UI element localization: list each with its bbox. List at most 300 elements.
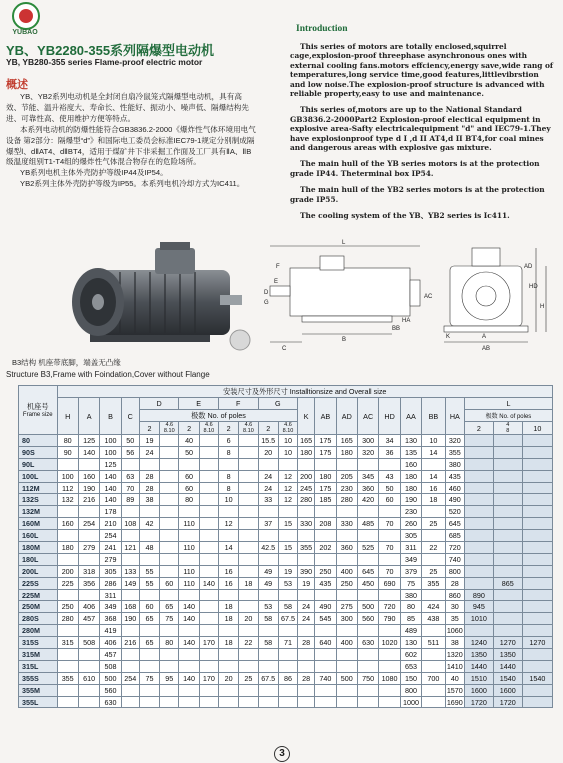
table-cell: 38 — [139, 494, 159, 506]
table-cell — [464, 530, 493, 542]
table-cell — [218, 649, 238, 661]
table-cell: 490 — [445, 494, 464, 506]
table-cell — [218, 589, 238, 601]
table-cell: 1540 — [493, 672, 522, 684]
table-cell: 65 — [139, 613, 159, 625]
table-row — [19, 482, 553, 494]
table-cell — [298, 649, 315, 661]
table-cell: 200 — [298, 470, 315, 482]
table-cell: 28 — [445, 577, 464, 589]
table-cell: 10 — [278, 446, 297, 458]
table-cell: 110 — [179, 518, 199, 530]
table-cell — [139, 684, 159, 696]
table-cell — [422, 684, 446, 696]
table-cell: 545 — [315, 613, 336, 625]
table-cell: 685 — [445, 530, 464, 542]
table-cell — [357, 458, 378, 470]
table-cell — [522, 530, 552, 542]
table-cell: 1720 — [493, 696, 522, 708]
table-cell — [258, 458, 278, 470]
table-cell — [357, 696, 378, 708]
table-cell — [315, 684, 336, 696]
table-cell: 70 — [379, 518, 400, 530]
dim-label-K: K — [446, 334, 451, 340]
table-cell — [78, 458, 99, 470]
table-cell: 42.5 — [258, 542, 278, 554]
table-cell: 450 — [357, 577, 378, 589]
table-cell — [278, 506, 297, 518]
table-cell: 379 — [400, 565, 421, 577]
table-cell: 108 — [121, 518, 139, 530]
table-cell: 1440 — [464, 660, 493, 672]
table-cell — [493, 470, 522, 482]
table-cell: 280 — [336, 494, 357, 506]
table-cell: 70 — [379, 565, 400, 577]
table-cell: 80 — [160, 637, 179, 649]
table-cell — [357, 684, 378, 696]
table-row — [19, 625, 553, 637]
table-cell: 360 — [336, 542, 357, 554]
table-row — [19, 649, 553, 661]
table-cell: 945 — [464, 601, 493, 613]
table-cell: 140 — [199, 577, 218, 589]
table-cell — [298, 684, 315, 696]
table-cell: 1240 — [464, 637, 493, 649]
table-cell — [199, 553, 218, 565]
table-cell: 355 — [57, 672, 78, 684]
table-cell: 170 — [199, 637, 218, 649]
table-cell — [239, 589, 258, 601]
table-cell — [464, 494, 493, 506]
frame-size-cell: 315S — [19, 637, 58, 649]
dim-label-E: E — [274, 279, 279, 285]
table-cell: 133 — [121, 565, 139, 577]
table-cell — [522, 577, 552, 589]
table-cell — [379, 506, 400, 518]
table-cell: 1540 — [522, 672, 552, 684]
table-cell: 95 — [160, 672, 179, 684]
cn-paragraph: YB系列电机主体外壳防护等级IP44及IP54。 — [20, 168, 168, 178]
table-cell — [336, 553, 357, 565]
table-cell — [160, 696, 179, 708]
table-cell: 53 — [278, 577, 297, 589]
table-cell — [357, 589, 378, 601]
table-cell: 140 — [100, 494, 121, 506]
table-cell: 40 — [445, 672, 464, 684]
table-cell: 22 — [422, 542, 446, 554]
table-cell — [522, 589, 552, 601]
table-cell — [278, 660, 297, 672]
table-cell — [422, 696, 446, 708]
table-cell: 160 — [400, 458, 421, 470]
table-cell: 320 — [445, 435, 464, 447]
table-cell: 100 — [100, 435, 121, 447]
table-cell — [522, 660, 552, 672]
table-cell — [218, 684, 238, 696]
table-row — [19, 660, 553, 672]
table-cell: 305 — [100, 565, 121, 577]
pole-4-8: 4 8 — [493, 422, 522, 435]
table-body — [19, 435, 553, 708]
table-cell — [179, 625, 199, 637]
table-cell: 216 — [78, 494, 99, 506]
table-cell — [218, 506, 238, 518]
table-cell — [422, 458, 446, 470]
table-cell: 25 — [422, 518, 446, 530]
table-cell: 12 — [278, 494, 297, 506]
table-cell — [298, 696, 315, 708]
frame-size-cell: 280M — [19, 625, 58, 637]
table-cell — [218, 458, 238, 470]
table-cell — [379, 625, 400, 637]
frame-size-cell: 250M — [19, 601, 58, 613]
table-cell: 424 — [422, 601, 446, 613]
table-cell: 180 — [400, 470, 421, 482]
table-cell: 500 — [357, 601, 378, 613]
table-cell — [357, 660, 378, 672]
table-cell — [258, 660, 278, 672]
table-cell — [199, 613, 218, 625]
page-title-en: YB, YB280-355 series Flame-proof electric motor — [6, 57, 203, 67]
table-cell: 67.5 — [278, 613, 297, 625]
table-cell: 24 — [298, 613, 315, 625]
dim-label-AD: AD — [524, 264, 533, 270]
table-cell — [464, 506, 493, 518]
table-cell — [78, 660, 99, 672]
table-cell — [239, 696, 258, 708]
table-cell — [78, 589, 99, 601]
dim-label-HD: HD — [529, 284, 538, 290]
table-cell: 457 — [100, 649, 121, 661]
dim-label-G: G — [264, 300, 269, 306]
table-cell — [522, 601, 552, 613]
table-cell: 1690 — [446, 697, 463, 707]
table-cell — [218, 696, 238, 708]
col-B: B — [100, 398, 121, 435]
table-cell — [493, 589, 522, 601]
frame-size-cell: 80 — [19, 435, 58, 447]
table-cell: 132 — [57, 494, 78, 506]
table-cell: 279 — [78, 542, 99, 554]
table-row — [19, 446, 553, 458]
table-cell: 1600 — [464, 684, 493, 696]
table-cell: 8 — [218, 482, 238, 494]
frame-size-cell: 160M — [19, 518, 58, 530]
table-cell: 16 — [218, 565, 238, 577]
table-cell: 168 — [121, 601, 139, 613]
table-cell: 71 — [278, 637, 297, 649]
table-cell: 190 — [400, 494, 421, 506]
table-cell: 254 — [100, 530, 121, 542]
table-cell: 200 — [57, 565, 78, 577]
table-cell: 55 — [139, 565, 159, 577]
table-cell — [199, 435, 218, 447]
table-cell: 525 — [357, 542, 378, 554]
table-cell: 485 — [357, 518, 378, 530]
table-cell: 690 — [379, 577, 400, 589]
table-cell — [199, 482, 218, 494]
intro-paragraph: This series of motors are totally enclosed,squirrel cage,explosion-proof threephase asynchronous ones with external cooling fans.motors effciency,energy save,wide rang of temperatures,long service time,good features,littlevibrstion and low noise.The explosion-proof structure is advanced with reliable property,easy to use and maintenance. — [290, 42, 554, 99]
table-cell — [336, 625, 357, 637]
dim-label-AB: AB — [482, 346, 491, 352]
table-cell — [493, 553, 522, 565]
table-cell: 165 — [336, 435, 357, 447]
frame-size-cell: 355M — [19, 684, 58, 696]
table-cell — [522, 613, 552, 625]
table-cell — [315, 625, 336, 637]
table-cell — [278, 553, 297, 565]
table-cell: 19 — [278, 565, 297, 577]
table-cell — [422, 660, 446, 672]
table-cell: 178 — [100, 506, 121, 518]
table-cell — [179, 458, 199, 470]
table-cell: 360 — [357, 482, 378, 494]
table-cell: 18 — [239, 577, 258, 589]
table-cell — [179, 649, 199, 661]
table-cell: 12 — [278, 470, 297, 482]
table-cell: 740 — [315, 672, 336, 684]
dimension-table — [18, 385, 553, 708]
table-cell — [239, 649, 258, 661]
pole-2: 2 — [139, 422, 159, 435]
table-cell — [239, 435, 258, 447]
table-cell — [160, 589, 179, 601]
table-cell: 110 — [179, 565, 199, 577]
table-cell: 12 — [218, 518, 238, 530]
table-cell — [493, 482, 522, 494]
table-cell: 1060 — [446, 626, 463, 636]
frame-size-header: 机座号 Frame size — [19, 386, 58, 435]
table-cell: 630 — [357, 637, 378, 649]
table-cell — [258, 530, 278, 542]
table-cell: 140 — [100, 470, 121, 482]
table-cell — [493, 446, 522, 458]
table-cell: 19 — [139, 435, 159, 447]
table-cell: 250 — [57, 601, 78, 613]
table-cell — [121, 649, 139, 661]
dim-label-F: F — [276, 264, 280, 270]
table-cell: 390 — [298, 565, 315, 577]
table-cell — [78, 625, 99, 637]
table-top-header: 安装尺寸及外形尺寸 Installtionsize and Overall size — [57, 386, 553, 398]
table-cell: 560 — [357, 613, 378, 625]
table-cell: 125 — [100, 458, 121, 470]
table-cell: 1350 — [493, 649, 522, 661]
table-cell: 85 — [400, 613, 421, 625]
table-cell — [78, 696, 99, 708]
table-cell: 890 — [464, 589, 493, 601]
table-row — [19, 518, 553, 530]
table-cell — [160, 530, 179, 542]
table-cell — [139, 506, 159, 518]
pole-4-10: 4.6 8.10 — [239, 422, 258, 435]
table-cell: 28 — [139, 482, 159, 494]
table-cell — [336, 589, 357, 601]
table-cell: 225 — [57, 577, 78, 589]
table-cell: 645 — [357, 565, 378, 577]
table-cell: 420 — [357, 494, 378, 506]
table-cell — [315, 649, 336, 661]
table-cell: 630 — [100, 696, 121, 708]
table-cell: 110 — [179, 542, 199, 554]
table-cell — [239, 565, 258, 577]
table-cell — [121, 625, 139, 637]
col-E: E — [179, 398, 219, 410]
table-cell — [464, 435, 493, 447]
table-cell: 125 — [78, 435, 99, 447]
table-cell: 49 — [258, 577, 278, 589]
table-cell: 12 — [278, 482, 297, 494]
table-cell: 355 — [422, 577, 446, 589]
table-cell: 1320 — [446, 649, 463, 659]
table-cell: 15 — [278, 542, 297, 554]
table-cell: 355 — [298, 542, 315, 554]
cn-paragraph: YB、YB2系列电动机是全封闭自扇冷鼠笼式隔爆型电动机，具有高效、节能、温升裕度大、寿命长、性能好、振动小、噪声低、隔爆结构先进、可靠性高、使用维护方便等特点。 — [6, 92, 249, 123]
table-cell — [315, 530, 336, 542]
table-cell: 140 — [179, 601, 199, 613]
table-cell — [160, 660, 179, 672]
table-cell: 14 — [218, 542, 238, 554]
table-cell: 18 — [422, 494, 446, 506]
table-cell: 25 — [239, 672, 258, 684]
table-row — [19, 530, 553, 542]
table-cell — [336, 660, 357, 672]
table-cell: 60 — [160, 577, 179, 589]
table-cell: 1410 — [446, 661, 463, 671]
table-cell: 140 — [179, 637, 199, 649]
table-cell — [422, 589, 446, 601]
table-cell — [160, 435, 179, 447]
table-cell — [199, 470, 218, 482]
table-cell: 280 — [298, 494, 315, 506]
dim-label-A: A — [482, 334, 487, 340]
table-cell: 356 — [78, 577, 99, 589]
frame-size-cell: 355S — [19, 672, 58, 684]
table-cell — [78, 506, 99, 518]
table-cell — [199, 518, 218, 530]
pole-10: 10 — [522, 422, 552, 435]
table-cell: 300 — [357, 435, 378, 447]
table-cell: 520 — [445, 506, 464, 518]
table-cell: 400 — [336, 637, 357, 649]
table-cell — [199, 696, 218, 708]
table-cell — [298, 589, 315, 601]
table-cell: 24 — [139, 446, 159, 458]
table-cell: 35 — [445, 613, 464, 625]
col-HA: HA — [445, 398, 464, 435]
table-cell: 180 — [298, 446, 315, 458]
table-cell — [422, 506, 446, 518]
logo-text: YUBAO — [12, 29, 38, 36]
table-cell — [139, 553, 159, 565]
table-cell: 180 — [336, 446, 357, 458]
table-cell — [298, 660, 315, 672]
table-cell: 49 — [258, 565, 278, 577]
table-cell — [315, 660, 336, 672]
table-cell — [336, 458, 357, 470]
col-F: F — [218, 398, 258, 410]
table-cell — [336, 696, 357, 708]
table-cell: 275 — [336, 601, 357, 613]
table-cell — [239, 542, 258, 554]
table-cell — [139, 649, 159, 661]
table-cell: 175 — [315, 435, 336, 447]
table-cell — [160, 625, 179, 637]
table-cell: 33 — [258, 494, 278, 506]
table-cell: 60 — [379, 494, 400, 506]
table-cell — [422, 553, 446, 565]
table-cell — [357, 506, 378, 518]
table-cell — [160, 649, 179, 661]
table-cell: 15 — [278, 518, 297, 530]
table-cell — [57, 684, 78, 696]
table-cell: 1020 — [379, 637, 400, 649]
table-cell — [258, 696, 278, 708]
intro-paragraph: The cooling system of the YB、YB2 series is Ic411. — [300, 211, 510, 221]
table-cell: 70 — [121, 482, 139, 494]
frame-size-cell: 160L — [19, 530, 58, 542]
table-cell — [493, 518, 522, 530]
table-cell: 22 — [239, 637, 258, 649]
table-cell: 508 — [78, 637, 99, 649]
table-cell — [239, 470, 258, 482]
table-cell: 1440 — [493, 660, 522, 672]
table-cell — [199, 625, 218, 637]
cn-paragraph: YB2系列主体外壳防护等级为IP55。本系列电机冷却方式为IC411。 — [20, 179, 245, 189]
table-cell: 18 — [218, 613, 238, 625]
table-cell: 300 — [336, 613, 357, 625]
table-cell: 311 — [400, 542, 421, 554]
table-cell: 250 — [315, 565, 336, 577]
table-cell: 150 — [400, 672, 421, 684]
table-cell — [121, 458, 139, 470]
table-cell: 230 — [400, 506, 421, 518]
table-cell — [139, 696, 159, 708]
col-BB: BB — [422, 398, 446, 435]
frame-size-cell: 90S — [19, 446, 58, 458]
table-cell — [139, 530, 159, 542]
table-cell: 75 — [160, 613, 179, 625]
table-cell — [239, 530, 258, 542]
table-cell: 6 — [218, 435, 238, 447]
table-cell: 406 — [78, 601, 99, 613]
table-cell: 254 — [121, 672, 139, 684]
dim-label-BB: BB — [392, 326, 401, 332]
table-cell: 50 — [179, 446, 199, 458]
table-cell: 75 — [139, 672, 159, 684]
table-cell — [78, 684, 99, 696]
table-cell — [422, 530, 446, 542]
table-cell: 170 — [199, 672, 218, 684]
table-cell: 65 — [160, 601, 179, 613]
introduction-text — [290, 42, 555, 228]
table-cell — [199, 542, 218, 554]
table-cell — [522, 506, 552, 518]
table-cell — [315, 458, 336, 470]
page-number: 3 — [274, 746, 290, 762]
table-cell — [160, 684, 179, 696]
table-cell — [239, 518, 258, 530]
table-cell: 1080 — [379, 672, 400, 684]
table-cell — [239, 553, 258, 565]
table-cell — [357, 649, 378, 661]
table-cell: 1510 — [464, 672, 493, 684]
table-cell: 180 — [57, 542, 78, 554]
table-cell — [298, 625, 315, 637]
table-cell: 135 — [400, 446, 421, 458]
table-cell — [464, 565, 493, 577]
col-AC: AC — [357, 398, 378, 435]
